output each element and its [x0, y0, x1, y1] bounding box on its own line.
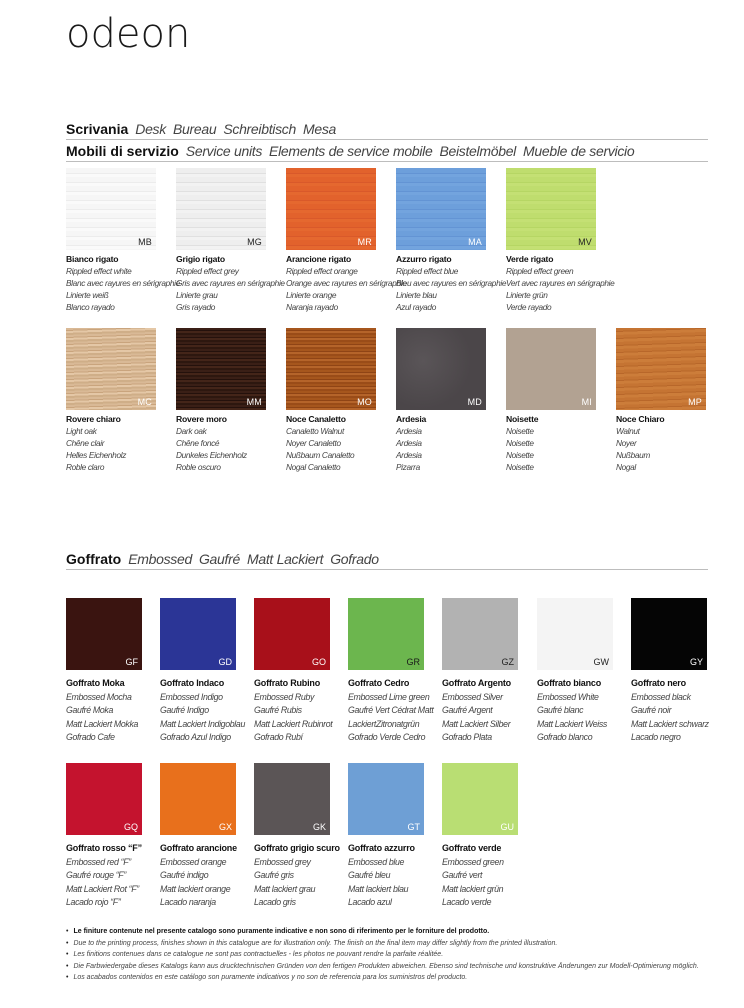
- finish-translation: Nogal: [616, 462, 636, 472]
- section-header-desk: [66, 122, 708, 140]
- embossed-translation: Gaufré rouge “F”: [66, 870, 126, 880]
- finish-translation: Walnut: [616, 426, 640, 436]
- embossed-caption-gu: [442, 842, 546, 910]
- header-translation: Desk: [135, 121, 166, 137]
- finish-translation: Linierte grün: [506, 290, 548, 300]
- finish-translation: Dunkeles Eichenholz: [176, 450, 247, 460]
- header-title: Goffrato: [66, 551, 122, 567]
- embossed-caption-gq: [66, 842, 170, 910]
- finish-swatch-mc: [66, 328, 156, 410]
- finish-translation: Rippled effect white: [66, 266, 132, 276]
- finish-caption-md: [396, 413, 500, 473]
- finish-swatch-ma: [396, 168, 486, 250]
- embossed-name: Goffrato Argento: [442, 678, 511, 688]
- embossed-translation: Embossed Silver: [442, 691, 503, 702]
- embossed-translation: Gofrado Cafe: [66, 732, 115, 742]
- embossed-name: Goffrato grigio scuro: [254, 843, 340, 853]
- finish-translation: Azul rayado: [396, 302, 436, 312]
- brand-logo: odeon: [66, 11, 191, 57]
- embossed-code: GW: [593, 657, 609, 667]
- finish-translation: Vert avec rayures en sérigraphie: [506, 278, 615, 288]
- embossed-swatch-gk: [254, 763, 330, 835]
- embossed-translation: Lacado rojo “F”: [66, 897, 121, 907]
- embossed-name: Goffrato Moka: [66, 678, 125, 688]
- header-translation: Gaufré: [198, 551, 240, 567]
- bullet-icon: •: [66, 939, 69, 947]
- disclaimer-row: [66, 949, 726, 961]
- finish-code: MI: [581, 397, 592, 407]
- embossed-caption-gr: [348, 677, 452, 745]
- embossed-translation: Gaufré Indigo: [160, 705, 209, 715]
- finish-code: MP: [688, 397, 702, 407]
- finish-caption-mo: [286, 413, 390, 473]
- finish-translation: Noisette: [506, 450, 534, 460]
- embossed-caption-gf: [66, 677, 170, 745]
- disclaimer-notes: [66, 926, 726, 984]
- finish-caption-ma: [396, 253, 507, 313]
- embossed-translation: Embossed Ruby: [254, 691, 314, 702]
- embossed-name: Goffrato rosso “F”: [66, 843, 142, 853]
- finish-name: Rovere moro: [176, 414, 227, 424]
- finish-code: MD: [467, 397, 482, 407]
- header-translation: Elements de service mobile: [269, 143, 433, 159]
- finish-translation: Linierte weiß: [66, 290, 109, 300]
- header-translation: Gofrado: [330, 551, 379, 567]
- embossed-translation: Matt Lackiert Rubinrot: [254, 718, 333, 729]
- finish-code: MC: [137, 397, 152, 407]
- section-header-service-units: [66, 144, 708, 162]
- embossed-caption-gy: [631, 677, 735, 745]
- finish-caption-mi: [506, 413, 610, 473]
- finish-caption-mm: [176, 413, 280, 473]
- embossed-name: Goffrato nero: [631, 678, 686, 688]
- embossed-translation: Embossed green: [442, 856, 504, 867]
- disclaimer-text: Le finiture contenute nel presente catalogo sono puramente indicative e non sono di riferimento per le forniture del prodotto.: [73, 928, 490, 935]
- embossed-translation: Matt lackiert orange: [160, 883, 231, 894]
- embossed-name: Goffrato Rubino: [254, 678, 320, 688]
- embossed-translation: Gaufré vert: [442, 870, 483, 880]
- embossed-name: Goffrato azzurro: [348, 843, 415, 853]
- embossed-name: Goffrato verde: [442, 843, 502, 853]
- finish-translation: Rippled effect grey: [176, 266, 239, 276]
- finish-name: Grigio rigato: [176, 254, 225, 264]
- finish-translation: Gris avec rayures en sérigraphie: [176, 278, 285, 288]
- embossed-caption-gt: [348, 842, 452, 910]
- section-header-embossed: [66, 552, 708, 570]
- finish-name: Noce Canaletto: [286, 414, 346, 424]
- finish-code: MV: [578, 237, 592, 247]
- finish-name: Bianco rigato: [66, 254, 119, 264]
- embossed-translation: Gofrado Verde Cedro: [348, 732, 426, 742]
- embossed-code: GZ: [501, 657, 514, 667]
- finish-translation: Blanc avec rayures en sérigraphie: [66, 278, 180, 288]
- disclaimer-text: Les finitions contenues dans ce catalogue ne sont pas contractuelles - les photos ne pouvant rendre la parfaite réalitée.: [73, 951, 444, 958]
- embossed-translation: Gaufré bleu: [348, 870, 391, 880]
- embossed-translation: Gaufré noir: [631, 705, 672, 715]
- embossed-swatch-gx: [160, 763, 236, 835]
- embossed-translation: Matt Lackiert Rot “F”: [66, 883, 139, 894]
- embossed-translation: Lacado verde: [442, 897, 492, 907]
- embossed-translation: Gaufré Rubis: [254, 705, 302, 715]
- finish-name: Noisette: [506, 414, 539, 424]
- finish-code: MR: [357, 237, 372, 247]
- header-translation: Embossed: [128, 551, 192, 567]
- embossed-swatch-gr: [348, 598, 424, 670]
- finish-name: Rovere chiaro: [66, 414, 121, 424]
- disclaimer-text: Die Farbwiedergabe dieses Katalogs kann aus drucktechnischen Gründen von den fertigen Produkten abweichen. Ebenso sind technische und konstruktive Änderungen zur Modell-Optimierung möglich.: [73, 962, 699, 970]
- embossed-caption-gx: [160, 842, 264, 910]
- finish-translation: Canaletto Walnut: [286, 426, 344, 436]
- disclaimer-row: [66, 926, 726, 938]
- embossed-translation: Gofrado blanco: [537, 732, 593, 742]
- finish-swatch-mb: [66, 168, 156, 250]
- finish-translation: Pizarra: [396, 462, 420, 472]
- embossed-code: GY: [689, 657, 703, 667]
- finish-translation: Ardesia: [396, 450, 422, 460]
- finish-swatch-mm: [176, 328, 266, 410]
- embossed-code: GX: [218, 822, 232, 832]
- embossed-translation: Gaufré gris: [254, 870, 294, 880]
- embossed-translation: Gaufré Moka: [66, 705, 113, 715]
- finish-translation: Noisette: [506, 462, 534, 472]
- finish-translation: Helles Eichenholz: [66, 450, 126, 460]
- embossed-code: GU: [500, 822, 514, 832]
- embossed-swatch-gf: [66, 598, 142, 670]
- embossed-swatch-gq: [66, 763, 142, 835]
- finish-translation: Verde rayado: [506, 302, 552, 312]
- finish-swatch-md: [396, 328, 486, 410]
- finish-code: MG: [247, 237, 262, 247]
- embossed-translation: Embossed grey: [254, 856, 311, 867]
- finish-translation: Blanco rayado: [66, 302, 115, 312]
- embossed-name: Goffrato bianco: [537, 678, 601, 688]
- embossed-translation: Matt Lackiert schwarz: [631, 718, 709, 729]
- finish-translation: Noyer Canaletto: [286, 438, 341, 448]
- finish-translation: Noyer: [616, 438, 637, 448]
- embossed-translation: Matt lackiert blau: [348, 883, 409, 894]
- embossed-swatch-gz: [442, 598, 518, 670]
- header-translation: Service units: [185, 143, 263, 159]
- disclaimer-text: Los acabados contenidos en este catálogo son puramente indicativos y no son de referencia para los suministros del producto.: [73, 974, 468, 981]
- finish-caption-mv: [506, 253, 615, 313]
- finish-translation: Ardesia: [396, 426, 422, 436]
- header-translation: Matt Lackiert: [246, 551, 324, 567]
- embossed-swatch-gy: [631, 598, 707, 670]
- finish-caption-mb: [66, 253, 180, 313]
- embossed-code: GR: [406, 657, 420, 667]
- bullet-icon: •: [66, 962, 69, 970]
- finish-code: MO: [357, 397, 372, 407]
- embossed-name: Goffrato Cedro: [348, 678, 410, 688]
- embossed-caption-gk: [254, 842, 358, 910]
- embossed-translation: Embossed Lime green: [348, 691, 430, 702]
- disclaimer-row: [66, 938, 726, 950]
- embossed-translation: Matt Lackiert Indigoblau: [160, 718, 245, 729]
- finish-translation: Noisette: [506, 438, 534, 448]
- finish-translation: Roble claro: [66, 462, 105, 472]
- embossed-translation: Lacado naranja: [160, 897, 216, 907]
- finish-name: Noce Chiaro: [616, 414, 665, 424]
- embossed-translation: Embossed blue: [348, 856, 405, 867]
- finish-translation: Rippled effect green: [506, 266, 574, 276]
- finish-code: MM: [246, 397, 262, 407]
- finish-swatch-mr: [286, 168, 376, 250]
- finish-code: MA: [468, 237, 482, 247]
- embossed-caption-gw: [537, 677, 641, 745]
- header-translation: Schreibtisch: [223, 121, 296, 137]
- finish-caption-mp: [616, 413, 720, 473]
- finish-translation: Chêne clair: [66, 438, 105, 448]
- embossed-translation: Embossed Mocha: [66, 691, 132, 702]
- finish-translation: Noisette: [506, 426, 534, 436]
- embossed-translation: Gaufré Vert Cédrat Matt: [348, 705, 434, 715]
- embossed-caption-go: [254, 677, 358, 745]
- embossed-translation: Embossed White: [537, 691, 599, 702]
- finish-translation: Ardesia: [396, 438, 422, 448]
- finish-code: MB: [138, 237, 152, 247]
- finish-swatch-mp: [616, 328, 706, 410]
- header-title: Mobili di servizio: [66, 143, 179, 159]
- bullet-icon: •: [66, 974, 69, 981]
- embossed-swatch-gu: [442, 763, 518, 835]
- finish-translation: Rippled effect orange: [286, 266, 358, 276]
- finish-translation: Light oak: [66, 426, 97, 436]
- embossed-name: Goffrato Indaco: [160, 678, 224, 688]
- embossed-translation: Lacado azul: [348, 897, 392, 907]
- embossed-code: GD: [218, 657, 232, 667]
- finish-translation: Nogal Canaletto: [286, 462, 341, 472]
- embossed-translation: Lacado gris: [254, 897, 296, 907]
- finish-translation: Linierte orange: [286, 290, 337, 300]
- embossed-translation: Embossed black: [631, 691, 691, 702]
- embossed-translation: Gaufré Argent: [442, 705, 493, 715]
- disclaimer-row: [66, 972, 726, 984]
- finish-translation: Bleu avec rayures en sérigraphie: [396, 278, 507, 288]
- embossed-translation: Gofrado Rubí: [254, 732, 303, 742]
- bullet-icon: •: [66, 951, 69, 958]
- embossed-swatch-go: [254, 598, 330, 670]
- disclaimer-row: [66, 961, 726, 973]
- finish-translation: Chêne foncé: [176, 438, 220, 448]
- embossed-translation: Matt Lackiert Weiss: [537, 718, 607, 729]
- header-title: Scrivania: [66, 121, 129, 137]
- header-translation: Mueble de servicio: [523, 143, 635, 159]
- embossed-swatch-gd: [160, 598, 236, 670]
- finish-swatch-mi: [506, 328, 596, 410]
- finish-swatch-mo: [286, 328, 376, 410]
- finish-translation: Nußbaum: [616, 450, 650, 460]
- header-translation: Bureau: [172, 121, 217, 137]
- finish-swatch-mv: [506, 168, 596, 250]
- embossed-code: GF: [125, 657, 138, 667]
- finish-name: Verde rigato: [506, 254, 554, 264]
- finish-name: Ardesia: [396, 414, 427, 424]
- embossed-code: GQ: [123, 822, 138, 832]
- embossed-caption-gd: [160, 677, 264, 745]
- finish-translation: Linierte grau: [176, 290, 218, 300]
- header-translation: Mesa: [302, 121, 337, 137]
- embossed-code: GO: [311, 657, 326, 667]
- finish-translation: Gris rayado: [176, 302, 216, 312]
- finish-translation: Rippled effect blue: [396, 266, 459, 276]
- header-translation: Beistelmöbel: [439, 143, 516, 159]
- embossed-translation: Matt lackiert grau: [254, 883, 316, 894]
- embossed-swatch-gt: [348, 763, 424, 835]
- finish-translation: Linierte blau: [396, 290, 437, 300]
- finish-translation: Naranja rayado: [286, 302, 338, 312]
- embossed-translation: LackiertZitronatgrün: [348, 718, 420, 729]
- embossed-translation: Matt Lackiert Mokka: [66, 718, 139, 729]
- embossed-translation: Lacado negro: [631, 732, 681, 742]
- embossed-code: GT: [407, 822, 420, 832]
- finish-caption-mg: [176, 253, 285, 313]
- finish-translation: Orange avec rayures en sérigraphie: [286, 278, 407, 288]
- finish-translation: Dark oak: [176, 426, 207, 436]
- embossed-code: GK: [312, 822, 326, 832]
- finish-translation: Roble oscuro: [176, 462, 221, 472]
- embossed-translation: Matt Lackiert Silber: [442, 718, 511, 729]
- embossed-translation: Embossed red “F”: [66, 856, 131, 867]
- finish-caption-mc: [66, 413, 170, 473]
- disclaimer-text: Due to the printing process, finishes shown in this catalogue are for illustration only. The finish on the final item may differ slightly from the printed illustration.: [73, 939, 558, 947]
- embossed-translation: Gaufré indigo: [160, 870, 209, 880]
- finish-name: Arancione rigato: [286, 254, 352, 264]
- finish-caption-mr: [286, 253, 407, 313]
- embossed-translation: Gofrado Azul Indigo: [160, 732, 231, 742]
- bullet-icon: •: [66, 928, 69, 935]
- embossed-swatch-gw: [537, 598, 613, 670]
- finish-swatch-mg: [176, 168, 266, 250]
- finish-name: Azzurro rigato: [396, 254, 452, 264]
- embossed-name: Goffrato arancione: [160, 843, 237, 853]
- embossed-translation: Gofrado Plata: [442, 732, 492, 742]
- embossed-translation: Gaufré blanc: [537, 705, 584, 715]
- embossed-translation: Matt lackiert grün: [442, 883, 504, 894]
- embossed-translation: Embossed Indigo: [160, 691, 223, 702]
- embossed-translation: Embossed orange: [160, 856, 227, 867]
- finish-translation: Nußbaum Canaletto: [286, 450, 355, 460]
- embossed-caption-gz: [442, 677, 546, 745]
